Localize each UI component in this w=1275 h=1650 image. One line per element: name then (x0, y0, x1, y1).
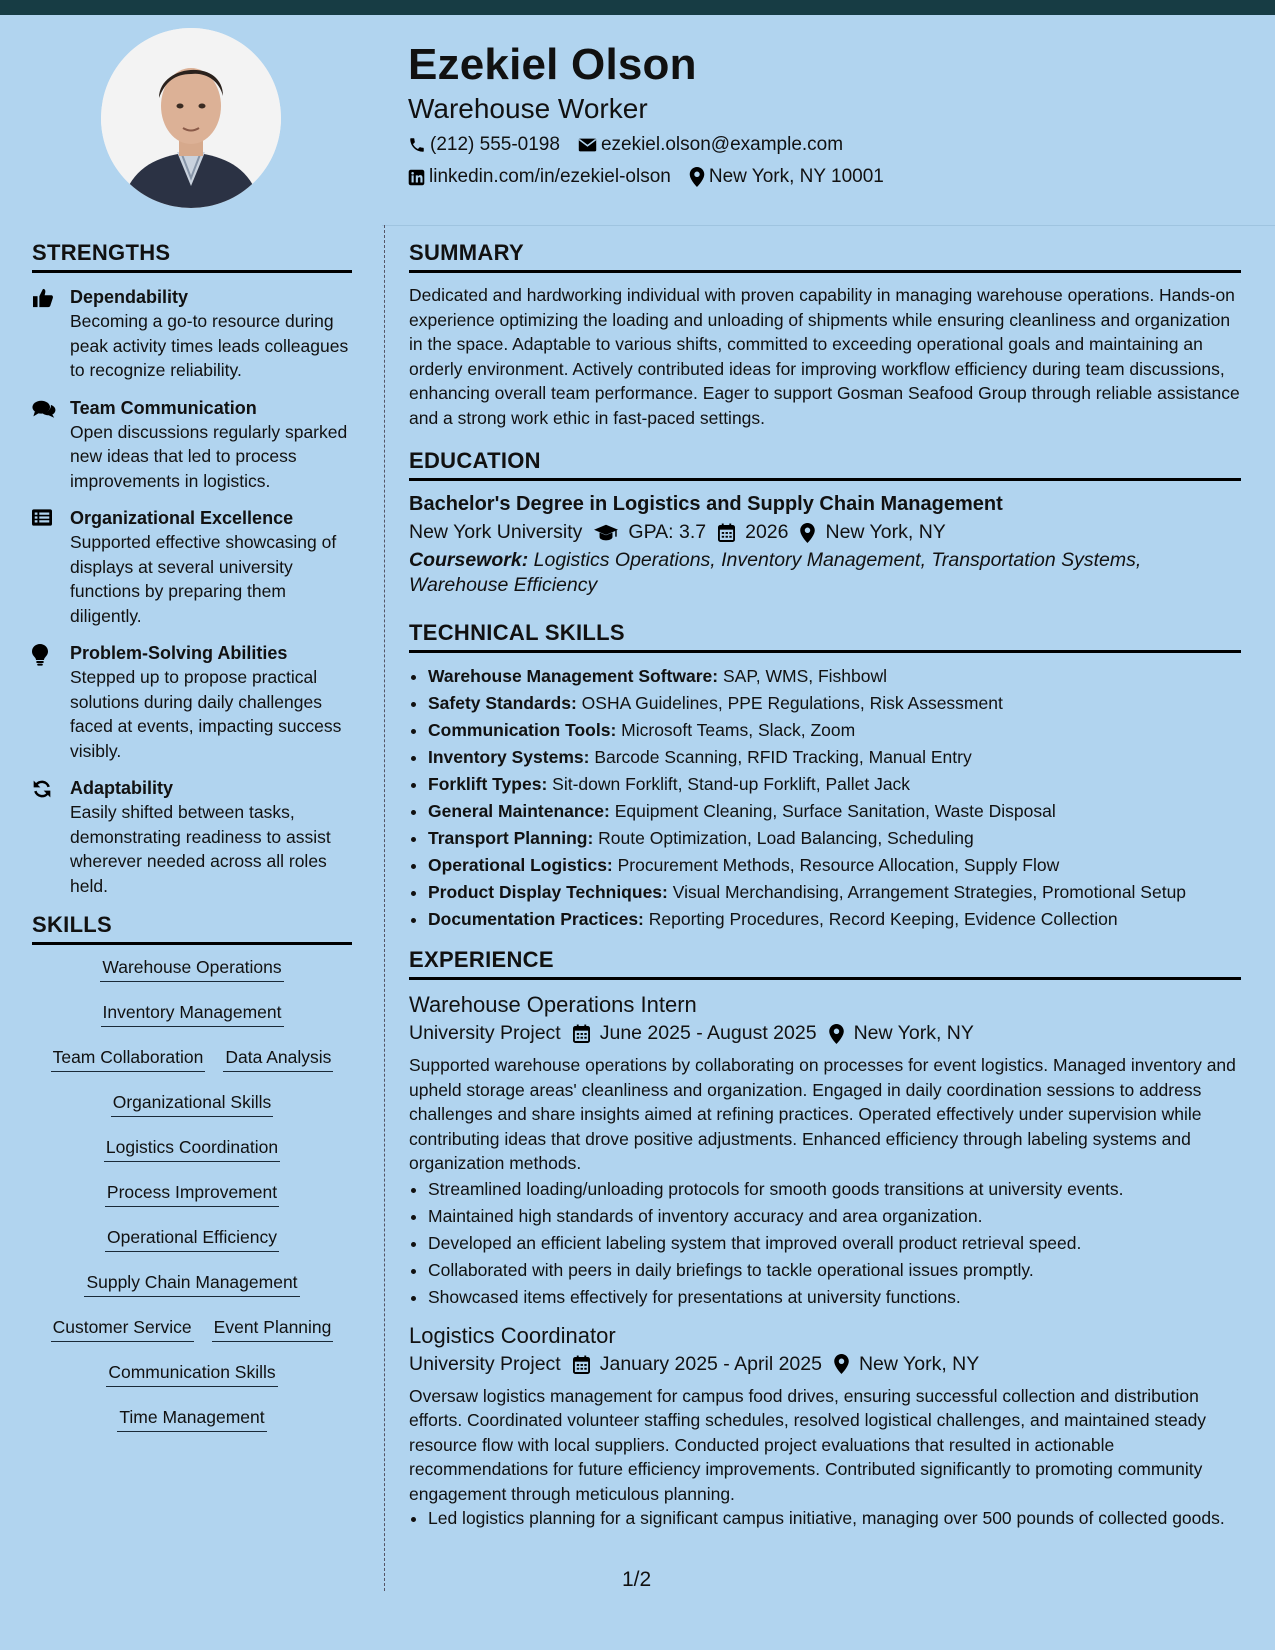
skill-chip: Organizational Skills (111, 1092, 274, 1117)
profile-photo (101, 28, 281, 208)
linkedin-item[interactable] (408, 166, 671, 188)
skill-chip: Communication Skills (106, 1362, 277, 1387)
coursework (409, 548, 1241, 598)
contact-row-1 (408, 134, 861, 156)
lightbulb-icon (32, 644, 48, 666)
graduation-cap-icon (594, 524, 618, 542)
role-title: Warehouse Operations Intern (409, 992, 697, 1017)
skill-chip: Customer Service (51, 1317, 194, 1342)
top-bar (0, 0, 1275, 15)
calendar-icon (573, 1355, 590, 1374)
experience-entry (409, 1321, 1241, 1531)
list-item: • Forklift Types: Sit-down Forklift, Stand-up Forklift, Pallet Jack (428, 771, 1241, 798)
experience-heading: EXPERIENCE (409, 947, 1241, 980)
role-dates: June 2025 - August 2025 (599, 1022, 817, 1044)
comments-icon (32, 399, 56, 419)
role-description: Oversaw logistics management for campus food drives, ensuring successful collection and distribution efforts. Coordinated volunteer staffing schedules, resolved logistical challenges, and maintained steady resource flow with local suppliers. Conducted project evaluations that resulted in actionable recommendations for future efficiency improvements. Contributed significantly to promoting community engagement through meticulous planning. (409, 1385, 1207, 1504)
strength-desc: Stepped up to propose practical solutions during daily challenges faced at events, impacting success visibly. (70, 667, 342, 761)
strength-item (32, 641, 352, 763)
skill-chip: Time Management (117, 1407, 266, 1432)
list-item: • Operational Logistics: Procurement Methods, Resource Allocation, Supply Flow (428, 852, 1241, 879)
degree-title: Bachelor's Degree in Logistics and Supply Chain Management (409, 493, 1003, 515)
skill-chip: Logistics Coordination (104, 1137, 280, 1162)
role-org: University Project (409, 1352, 561, 1375)
email-text: ezekiel.olson@example.com (600, 134, 844, 155)
list-item: • General Maintenance: Equipment Cleaning, Surface Sanitation, Waste Disposal (428, 798, 1241, 825)
strength-item (32, 285, 352, 383)
candidate-name: Ezekiel Olson (408, 40, 697, 89)
page-indicator: 1/2 (622, 1568, 652, 1591)
role-meta (409, 1022, 1241, 1045)
list-item: • Maintained high standards of inventory accuracy and area organization. (428, 1203, 1241, 1230)
strength-title: Adaptability (70, 778, 174, 798)
role-meta (409, 1353, 1241, 1376)
strength-item (32, 506, 352, 628)
map-marker-icon (800, 523, 815, 543)
role-description: Supported warehouse operations by collaborating on processes for event logistics. Managed inventory and upheld storage areas' cleanliness and organization. Engaged in daily coordination sessions to address challenges and share insights aimed at refining practices. Operated effectively under supervision while contributing ideas that drove positive adjustments. Enhanced efficiency through labeling systems and organization methods. (409, 1055, 1236, 1173)
email-item[interactable] (578, 134, 843, 156)
list-item: • Documentation Practices: Reporting Procedures, Record Keeping, Evidence Collection (428, 906, 1241, 933)
location-item (689, 166, 884, 188)
role-dates: January 2025 - April 2025 (599, 1352, 822, 1375)
contact-row-2 (408, 166, 902, 188)
linkedin-text: linkedin.com/in/ezekiel-olson (429, 166, 671, 187)
map-marker-icon (829, 1024, 844, 1044)
strength-desc: Becoming a go-to resource during peak activity times leads colleagues to recognize reliability. (70, 311, 349, 380)
role-org: University Project (409, 1022, 561, 1044)
coursework-label: Coursework: (409, 549, 529, 571)
coursework-list: Logistics Operations, Inventory Management, Transportation Systems, Warehouse Efficiency (409, 549, 1142, 596)
calendar-icon (573, 1024, 590, 1043)
job-title: Warehouse Worker (408, 93, 648, 124)
phone-item[interactable] (408, 134, 560, 156)
list-icon (32, 509, 52, 526)
skill-chip: Warehouse Operations (100, 957, 283, 982)
skill-chip: Process Improvement (105, 1182, 279, 1207)
strength-title: Organizational Excellence (70, 508, 294, 528)
education-heading: EDUCATION (409, 448, 1241, 481)
envelope-icon (578, 137, 597, 153)
role-location: New York, NY (858, 1352, 980, 1375)
strength-item (32, 776, 352, 898)
graduation-year: 2026 (745, 521, 789, 543)
strength-title: Team Communication (70, 397, 257, 418)
gpa: GPA: 3.7 (628, 521, 707, 543)
strength-title: Problem-Solving Abilities (70, 643, 288, 663)
list-item: • Warehouse Management Software: SAP, WMS, Fishbowl (428, 663, 1241, 690)
skill-chip: Supply Chain Management (84, 1272, 299, 1297)
role-location: New York, NY (853, 1022, 974, 1044)
technical-skills-heading: TECHNICAL SKILLS (409, 620, 1241, 653)
skills-list (32, 957, 352, 1452)
list-item: • Safety Standards: OSHA Guidelines, PPE Regulations, Risk Assessment (428, 690, 1241, 717)
list-item: • Developed an efficient labeling system that improved overall product retrieval speed. (428, 1230, 1241, 1257)
technical-skills-list (409, 663, 1241, 933)
strength-item (32, 396, 352, 494)
skill-chip: Data Analysis (223, 1047, 333, 1072)
skills-heading: SKILLS (32, 912, 352, 945)
calendar-icon (718, 523, 735, 542)
list-item: • Communication Tools: Microsoft Teams, Slack, Zoom (428, 717, 1241, 744)
role-bullets (409, 1506, 1241, 1530)
role-bullets (409, 1176, 1241, 1311)
list-item: • Streamlined loading/unloading protocols for smooth goods transitions at university events. (428, 1176, 1241, 1203)
left-column (32, 240, 352, 1452)
refresh-icon (32, 779, 52, 799)
strength-desc: Easily shifted between tasks, demonstrating readiness to assist wherever needed across all roles held. (70, 802, 331, 896)
thumbs-up-icon (32, 288, 54, 308)
summary-heading: SUMMARY (409, 240, 1241, 273)
strengths-heading: STRENGTHS (32, 240, 352, 273)
list-item: • Product Display Techniques: Visual Merchandising, Arrangement Strategies, Promotional Setup (428, 879, 1241, 906)
map-marker-icon (689, 167, 705, 187)
skill-chip: Event Planning (212, 1317, 334, 1342)
phone-text: (212) 555-0198 (430, 134, 560, 155)
list-item: • Collaborated with peers in daily briefings to tackle operational issues promptly. (428, 1257, 1241, 1284)
right-column (409, 240, 1241, 1530)
school-name: New York University (409, 521, 583, 543)
header-separator (382, 225, 1275, 226)
strength-title: Dependability (70, 287, 189, 307)
list-item: • Led logistics planning for a significant campus initiative, managing over 500 pounds of collected goods. (428, 1506, 1241, 1530)
experience-entry (409, 990, 1241, 1311)
map-marker-icon (834, 1354, 849, 1374)
location-text: New York, NY 10001 (708, 166, 884, 187)
role-title: Logistics Coordinator (409, 1322, 616, 1348)
education-meta (409, 521, 1241, 544)
summary-text: Dedicated and hardworking individual with proven capability in managing warehouse operations. Hands-on experience optimizing the loading and unloading of shipments while ensuring cleanliness and organization in the space. Adaptable to various shifts, committed to exceeding operational goals and maintaining an orderly environment. Actively contributed ideas for improving workflow efficiency during team discussions, enhancing overall team performance. Eager to support Gosman Seafood Group through reliable assistance and a strong work ethic in fast-paced settings. (409, 285, 1240, 428)
skill-chip: Operational Efficiency (105, 1227, 279, 1252)
skill-chip: Team Collaboration (51, 1047, 206, 1072)
strength-desc: Open discussions regularly sparked new ideas that led to process improvements in logistics. (70, 421, 348, 491)
phone-icon (408, 136, 426, 154)
list-item: • Transport Planning: Route Optimization, Load Balancing, Scheduling (428, 825, 1241, 852)
strength-desc: Supported effective showcasing of displays at several university functions by preparing them diligently. (70, 532, 337, 626)
school-location: New York, NY (825, 521, 946, 543)
skill-chip: Inventory Management (101, 1002, 284, 1027)
list-item: • Showcased items effectively for presentations at university functions. (428, 1284, 1241, 1311)
list-item: • Inventory Systems: Barcode Scanning, RFID Tracking, Manual Entry (428, 744, 1241, 771)
column-divider (384, 225, 385, 1591)
linkedin-icon (408, 169, 425, 186)
